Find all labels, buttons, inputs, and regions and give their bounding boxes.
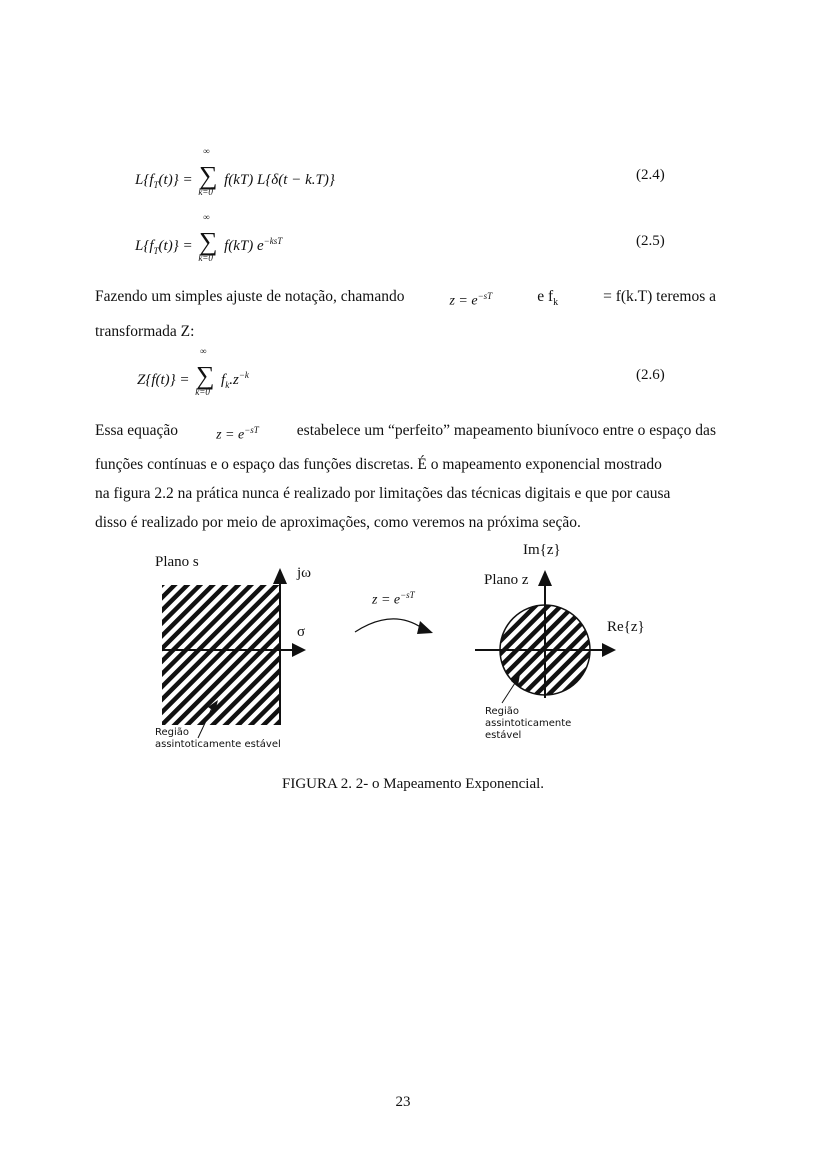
paragraph-text: = f(k.T) teremos a [603,288,716,305]
s-plane-real-arrow [292,643,306,657]
z-region-pointer [502,683,515,703]
eq-rhs-sub: k [225,380,230,390]
equation-2-5 [135,212,283,263]
eq-rhs-sup: −k [238,370,249,380]
page-number: 23 [395,1094,411,1110]
paragraph-text: transformada Z: [95,323,195,341]
inline-math-sup: −sT [477,291,493,301]
equation-number: (2.5) [636,233,665,249]
paragraph-mapping [95,416,716,537]
sum-sign: ∑ [199,227,218,256]
sum-lower-limit: k=0 [195,387,210,397]
paragraph-text: funções contínuas e o espaço das funções discretas. É o mapeamento exponencial mostrado [95,455,662,473]
eq-rhs: f(kT) e [224,238,264,254]
eq-lhs-rest: (t)} = [158,172,193,188]
inline-math: z = e [449,293,478,309]
s-plane-stable-region [162,585,280,725]
figure-caption: FIGURA 2. 2- o Mapeamento Exponencial. [281,776,545,792]
mapping-formula-base: z = e [372,592,401,608]
eq-lhs-sub: T [153,246,159,256]
eq-lhs-sub: T [153,180,159,190]
equation-2-6 [137,346,249,397]
equation-number: (2.4) [636,167,665,183]
eq-rhs-rest: .z [229,372,239,388]
z-plane-imag-arrow [538,570,552,586]
mapping-formula-sup: −sT [400,590,415,600]
inline-math: z = e [216,427,245,443]
sigma-axis-label: σ [297,624,306,640]
eq-rhs: f(kT) L{δ(t − k.T)} [224,172,335,188]
paragraph-text: e f [537,288,554,305]
s-region-label [155,727,281,751]
mapping-arrow-head [417,621,433,634]
inline-math-sup: −sT [244,425,259,435]
z-region-label-line: estável [485,730,522,741]
paragraph-text: disso é realizado por meio de aproximações, como veremos na próxima seção. [95,513,581,531]
z-plane-real-arrow [602,643,616,657]
sum-lower-limit: k=0 [198,253,213,263]
jw-axis-label: jω [297,565,312,581]
z-region-label-line: assintoticamente [485,718,572,729]
sum-lower-limit: k=0 [198,187,213,197]
subscript: k [553,297,559,309]
eq-lhs-rest: (t)} = [158,238,193,254]
paragraph-notation [95,282,716,346]
sum-sign: ∑ [196,361,215,390]
sum-sign: ∑ [199,161,218,190]
z-plane-title: Plano z [484,572,529,588]
paragraph-text: Fazendo um simples ajuste de notação, chamando [95,288,405,305]
eq-rhs-sup: −ksT [263,236,283,246]
eq-lhs: L{f [135,172,154,188]
eq-lhs: Z{f(t)} = [137,372,190,388]
z-region-label [485,706,571,742]
sum-upper-limit: ∞ [203,212,210,222]
paragraph-text: Essa equação [95,422,179,439]
equation-2-4 [135,146,335,197]
sum-upper-limit: ∞ [203,146,210,156]
s-region-label-line: Região [155,727,190,738]
s-plane-imag-arrow [273,568,287,584]
z-region-label-line: Região [485,706,520,717]
mapping-formula [372,590,415,609]
re-axis-label: Re{z} [607,619,645,635]
im-axis-label: Im{z} [523,542,561,558]
equation-number: (2.6) [636,367,665,383]
mapping-curve-arrow [355,619,422,632]
eq-lhs: L{f [135,238,154,254]
paragraph-text: na figura 2.2 na prática nunca é realizado por limitações das técnicas digitais e que por causa [95,484,671,502]
eq-rhs: f [221,372,226,388]
paragraph-text: estabelece um “perfeito” mapeamento biunívoco entre o espaço das [296,422,716,439]
s-region-label-line: assintoticamente estável [155,739,281,750]
sum-upper-limit: ∞ [200,346,207,356]
s-plane-title: Plano s [155,554,199,570]
